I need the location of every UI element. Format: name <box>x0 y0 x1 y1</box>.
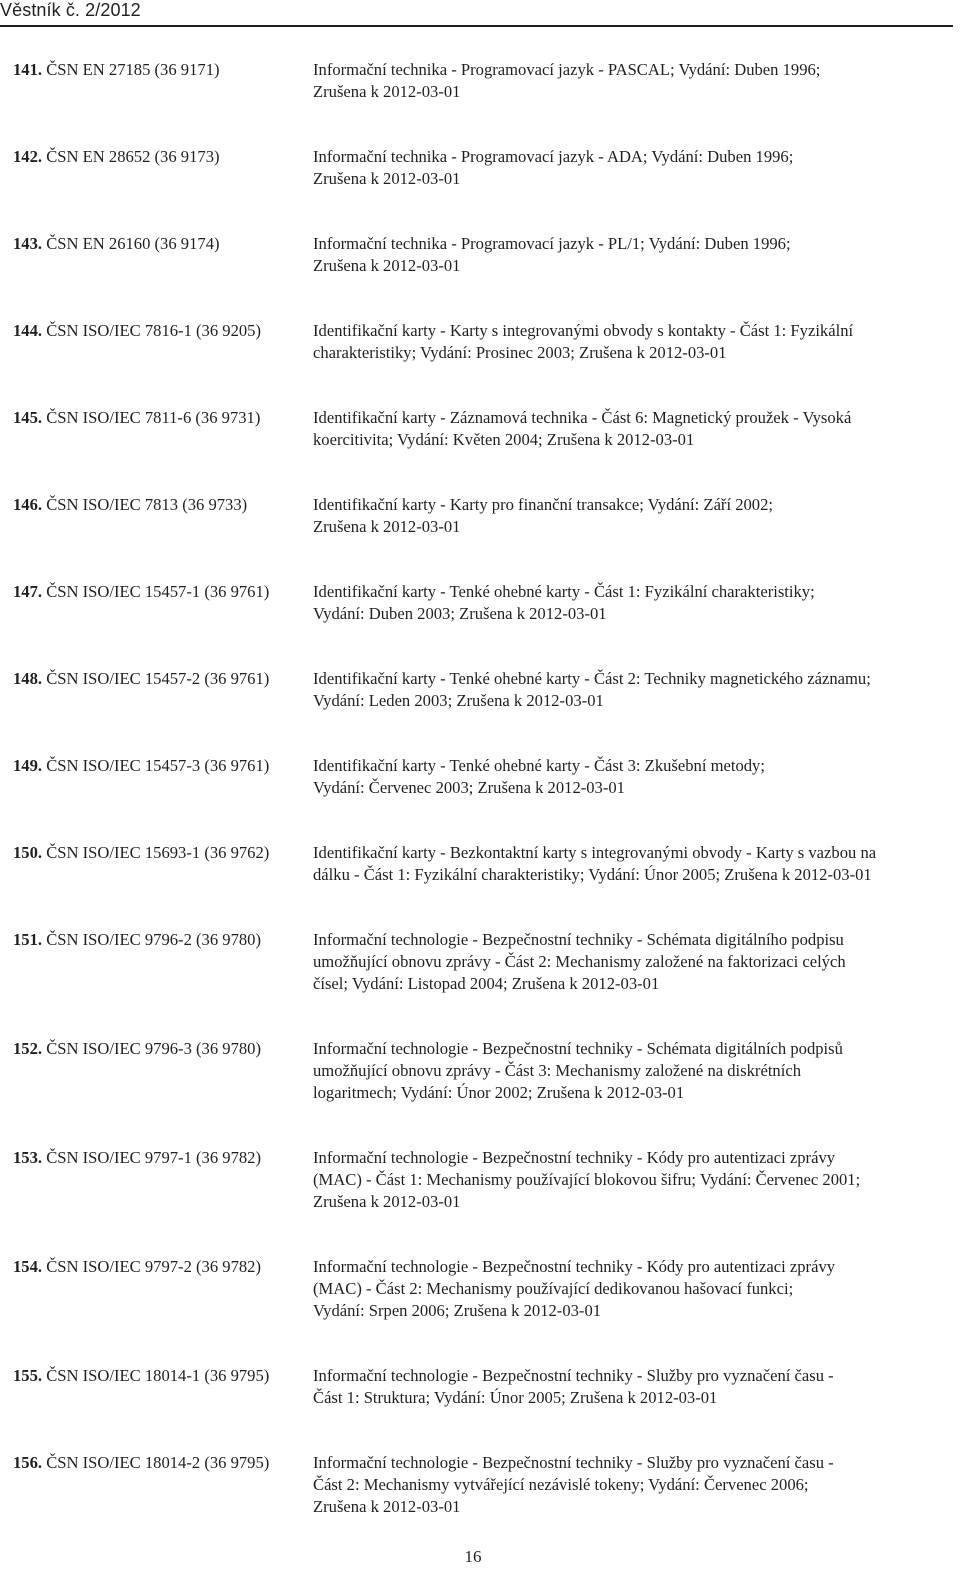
entry-code <box>13 581 313 625</box>
standard-entry <box>13 233 943 277</box>
entry-code <box>13 929 313 995</box>
description-line: Identifikační karty - Karty s integrovanými obvody s kontakty - Část 1: Fyzikální <box>313 321 854 340</box>
entry-description <box>313 1147 943 1213</box>
entry-description <box>313 59 943 103</box>
description-line: Informační technologie - Bezpečnostní techniky - Služby pro vyznačení času - <box>313 1453 834 1472</box>
entry-description <box>313 233 943 277</box>
description-line: koercitivita; Vydání: Květen 2004; Zrušena k 2012-03-01 <box>313 430 695 449</box>
entry-number: 144. <box>13 321 43 340</box>
entry-description <box>313 929 943 995</box>
description-line: umožňující obnovu zprávy - Část 3: Mechanismy založené na diskrétních <box>313 1061 801 1080</box>
entry-list <box>13 59 943 1518</box>
description-line: Informační technologie - Bezpečnostní techniky - Schémata digitálního podpisu <box>313 930 844 949</box>
entry-code <box>13 407 313 451</box>
entry-description <box>313 320 943 364</box>
entry-number: 146. <box>13 495 43 514</box>
entry-description <box>313 1256 943 1322</box>
standard-designation: ČSN ISO/IEC 18014-2 (36 9795) <box>46 1453 270 1472</box>
description-line: Zrušena k 2012-03-01 <box>313 169 461 188</box>
entry-number: 149. <box>13 756 43 775</box>
standard-designation: ČSN ISO/IEC 9796-2 (36 9780) <box>46 930 261 949</box>
description-line: Vydání: Leden 2003; Zrušena k 2012-03-01 <box>313 691 604 710</box>
entry-code <box>13 1038 313 1104</box>
entry-description <box>313 1452 943 1518</box>
standard-entry <box>13 842 943 886</box>
entry-code <box>13 146 313 190</box>
standard-designation: ČSN ISO/IEC 18014-1 (36 9795) <box>46 1366 270 1385</box>
standard-designation: ČSN ISO/IEC 7813 (36 9733) <box>46 495 248 514</box>
standard-designation: ČSN ISO/IEC 15693-1 (36 9762) <box>46 843 270 862</box>
standard-designation: ČSN ISO/IEC 7811-6 (36 9731) <box>46 408 261 427</box>
entry-code <box>13 494 313 538</box>
standard-designation: ČSN EN 26160 (36 9174) <box>46 234 220 253</box>
description-line: Identifikační karty - Záznamová technika - Část 6: Magnetický proužek - Vysoká <box>313 408 852 427</box>
description-line: Informační technologie - Bezpečnostní techniky - Kódy pro autentizaci zprávy <box>313 1257 836 1276</box>
description-line: Zrušena k 2012-03-01 <box>313 517 461 536</box>
description-line: Zrušena k 2012-03-01 <box>313 1192 461 1211</box>
description-line: Zrušena k 2012-03-01 <box>313 82 461 101</box>
description-line: Informační technologie - Bezpečnostní techniky - Služby pro vyznačení času - <box>313 1366 834 1385</box>
entry-description <box>313 1038 943 1104</box>
entry-code <box>13 755 313 799</box>
entry-description <box>313 1365 943 1409</box>
entry-number: 150. <box>13 843 43 862</box>
entry-description <box>313 581 943 625</box>
entry-number: 142. <box>13 147 43 166</box>
description-line: Informační technika - Programovací jazyk - ADA; Vydání: Duben 1996; <box>313 147 794 166</box>
standard-designation: ČSN ISO/IEC 9796-3 (36 9780) <box>46 1039 261 1058</box>
entry-number: 152. <box>13 1039 43 1058</box>
description-line: Vydání: Duben 2003; Zrušena k 2012-03-01 <box>313 604 607 623</box>
standard-designation: ČSN ISO/IEC 15457-2 (36 9761) <box>46 669 270 688</box>
description-line: logaritmech; Vydání: Únor 2002; Zrušena k 2012-03-01 <box>313 1083 685 1102</box>
standard-entry <box>13 1256 943 1322</box>
entry-code <box>13 1256 313 1322</box>
description-line: dálku - Část 1: Fyzikální charakteristiky; Vydání: Únor 2005; Zrušena k 2012-03-01 <box>313 865 872 884</box>
standard-entry <box>13 581 943 625</box>
entry-code <box>13 233 313 277</box>
description-line: Identifikační karty - Tenké ohebné karty - Část 3: Zkušební metody; <box>313 756 765 775</box>
page-header-title: Věstník č. 2/2012 <box>0 0 141 20</box>
description-line: Část 2: Mechanismy vytvářející nezávislé tokeny; Vydání: Červenec 2006; <box>313 1475 809 1494</box>
standard-entry <box>13 146 943 190</box>
description-line: (MAC) - Část 1: Mechanismy používající blokovou šifru; Vydání: Červenec 2001; <box>313 1170 861 1189</box>
standard-entry <box>13 320 943 364</box>
entry-description <box>313 668 943 712</box>
entry-description <box>313 842 943 886</box>
entry-code <box>13 1147 313 1213</box>
description-line: čísel; Vydání: Listopad 2004; Zrušena k 2012-03-01 <box>313 974 660 993</box>
standard-designation: ČSN ISO/IEC 7816-1 (36 9205) <box>46 321 261 340</box>
description-line: Vydání: Červenec 2003; Zrušena k 2012-03-01 <box>313 778 625 797</box>
entry-code <box>13 842 313 886</box>
entry-code <box>13 1365 313 1409</box>
entry-number: 141. <box>13 60 43 79</box>
description-line: umožňující obnovu zprávy - Část 2: Mechanismy založené na faktorizaci celých <box>313 952 846 971</box>
entry-description <box>313 146 943 190</box>
standard-entry <box>13 1038 943 1104</box>
standard-entry <box>13 755 943 799</box>
entry-code <box>13 59 313 103</box>
description-line: Informační technologie - Bezpečnostní techniky - Kódy pro autentizaci zprávy <box>313 1148 836 1167</box>
description-line: Informační technika - Programovací jazyk - PL/1; Vydání: Duben 1996; <box>313 234 791 253</box>
standard-entry <box>13 1452 943 1518</box>
standard-entry <box>13 1147 943 1213</box>
standard-designation: ČSN ISO/IEC 15457-1 (36 9761) <box>46 582 270 601</box>
description-line: Zrušena k 2012-03-01 <box>313 256 461 275</box>
description-line: Identifikační karty - Tenké ohebné karty - Část 1: Fyzikální charakteristiky; <box>313 582 815 601</box>
standard-entry <box>13 59 943 103</box>
entry-number: 155. <box>13 1366 43 1385</box>
entry-number: 148. <box>13 669 43 688</box>
entry-number: 143. <box>13 234 43 253</box>
entry-number: 151. <box>13 930 43 949</box>
description-line: Identifikační karty - Bezkontaktní karty s integrovanými obvody - Karty s vazbou na <box>313 843 877 862</box>
description-line: Identifikační karty - Tenké ohebné karty - Část 2: Techniky magnetického záznamu; <box>313 669 871 688</box>
standard-designation: ČSN ISO/IEC 9797-1 (36 9782) <box>46 1148 261 1167</box>
entry-description <box>313 755 943 799</box>
standard-designation: ČSN EN 27185 (36 9171) <box>46 60 220 79</box>
entry-number: 147. <box>13 582 43 601</box>
standard-entry <box>13 494 943 538</box>
entry-code <box>13 668 313 712</box>
standard-designation: ČSN EN 28652 (36 9173) <box>46 147 220 166</box>
description-line: Informační technika - Programovací jazyk - PASCAL; Vydání: Duben 1996; <box>313 60 821 79</box>
description-line: Vydání: Srpen 2006; Zrušena k 2012-03-01 <box>313 1301 602 1320</box>
page-number: 16 <box>464 1547 482 1566</box>
entry-code <box>13 1452 313 1518</box>
standard-entry <box>13 407 943 451</box>
entry-number: 154. <box>13 1257 43 1276</box>
description-line: charakteristiky; Vydání: Prosinec 2003; Zrušena k 2012-03-01 <box>313 343 727 362</box>
entry-number: 156. <box>13 1453 43 1472</box>
entry-number: 145. <box>13 408 43 427</box>
description-line: Část 1: Struktura; Vydání: Únor 2005; Zrušena k 2012-03-01 <box>313 1388 718 1407</box>
entry-description <box>313 407 943 451</box>
standard-designation: ČSN ISO/IEC 9797-2 (36 9782) <box>46 1257 261 1276</box>
entry-code <box>13 320 313 364</box>
standard-entry <box>13 929 943 995</box>
entry-description <box>313 494 943 538</box>
description-line: (MAC) - Část 2: Mechanismy používající dedikovanou hašovací funkci; <box>313 1279 794 1298</box>
description-line: Zrušena k 2012-03-01 <box>313 1497 461 1516</box>
description-line: Informační technologie - Bezpečnostní techniky - Schémata digitálních podpisů <box>313 1039 843 1058</box>
description-line: Identifikační karty - Karty pro finanční transakce; Vydání: Září 2002; <box>313 495 774 514</box>
standard-entry <box>13 1365 943 1409</box>
standard-entry <box>13 668 943 712</box>
standard-designation: ČSN ISO/IEC 15457-3 (36 9761) <box>46 756 270 775</box>
header-rule <box>0 25 953 27</box>
entry-number: 153. <box>13 1148 43 1167</box>
